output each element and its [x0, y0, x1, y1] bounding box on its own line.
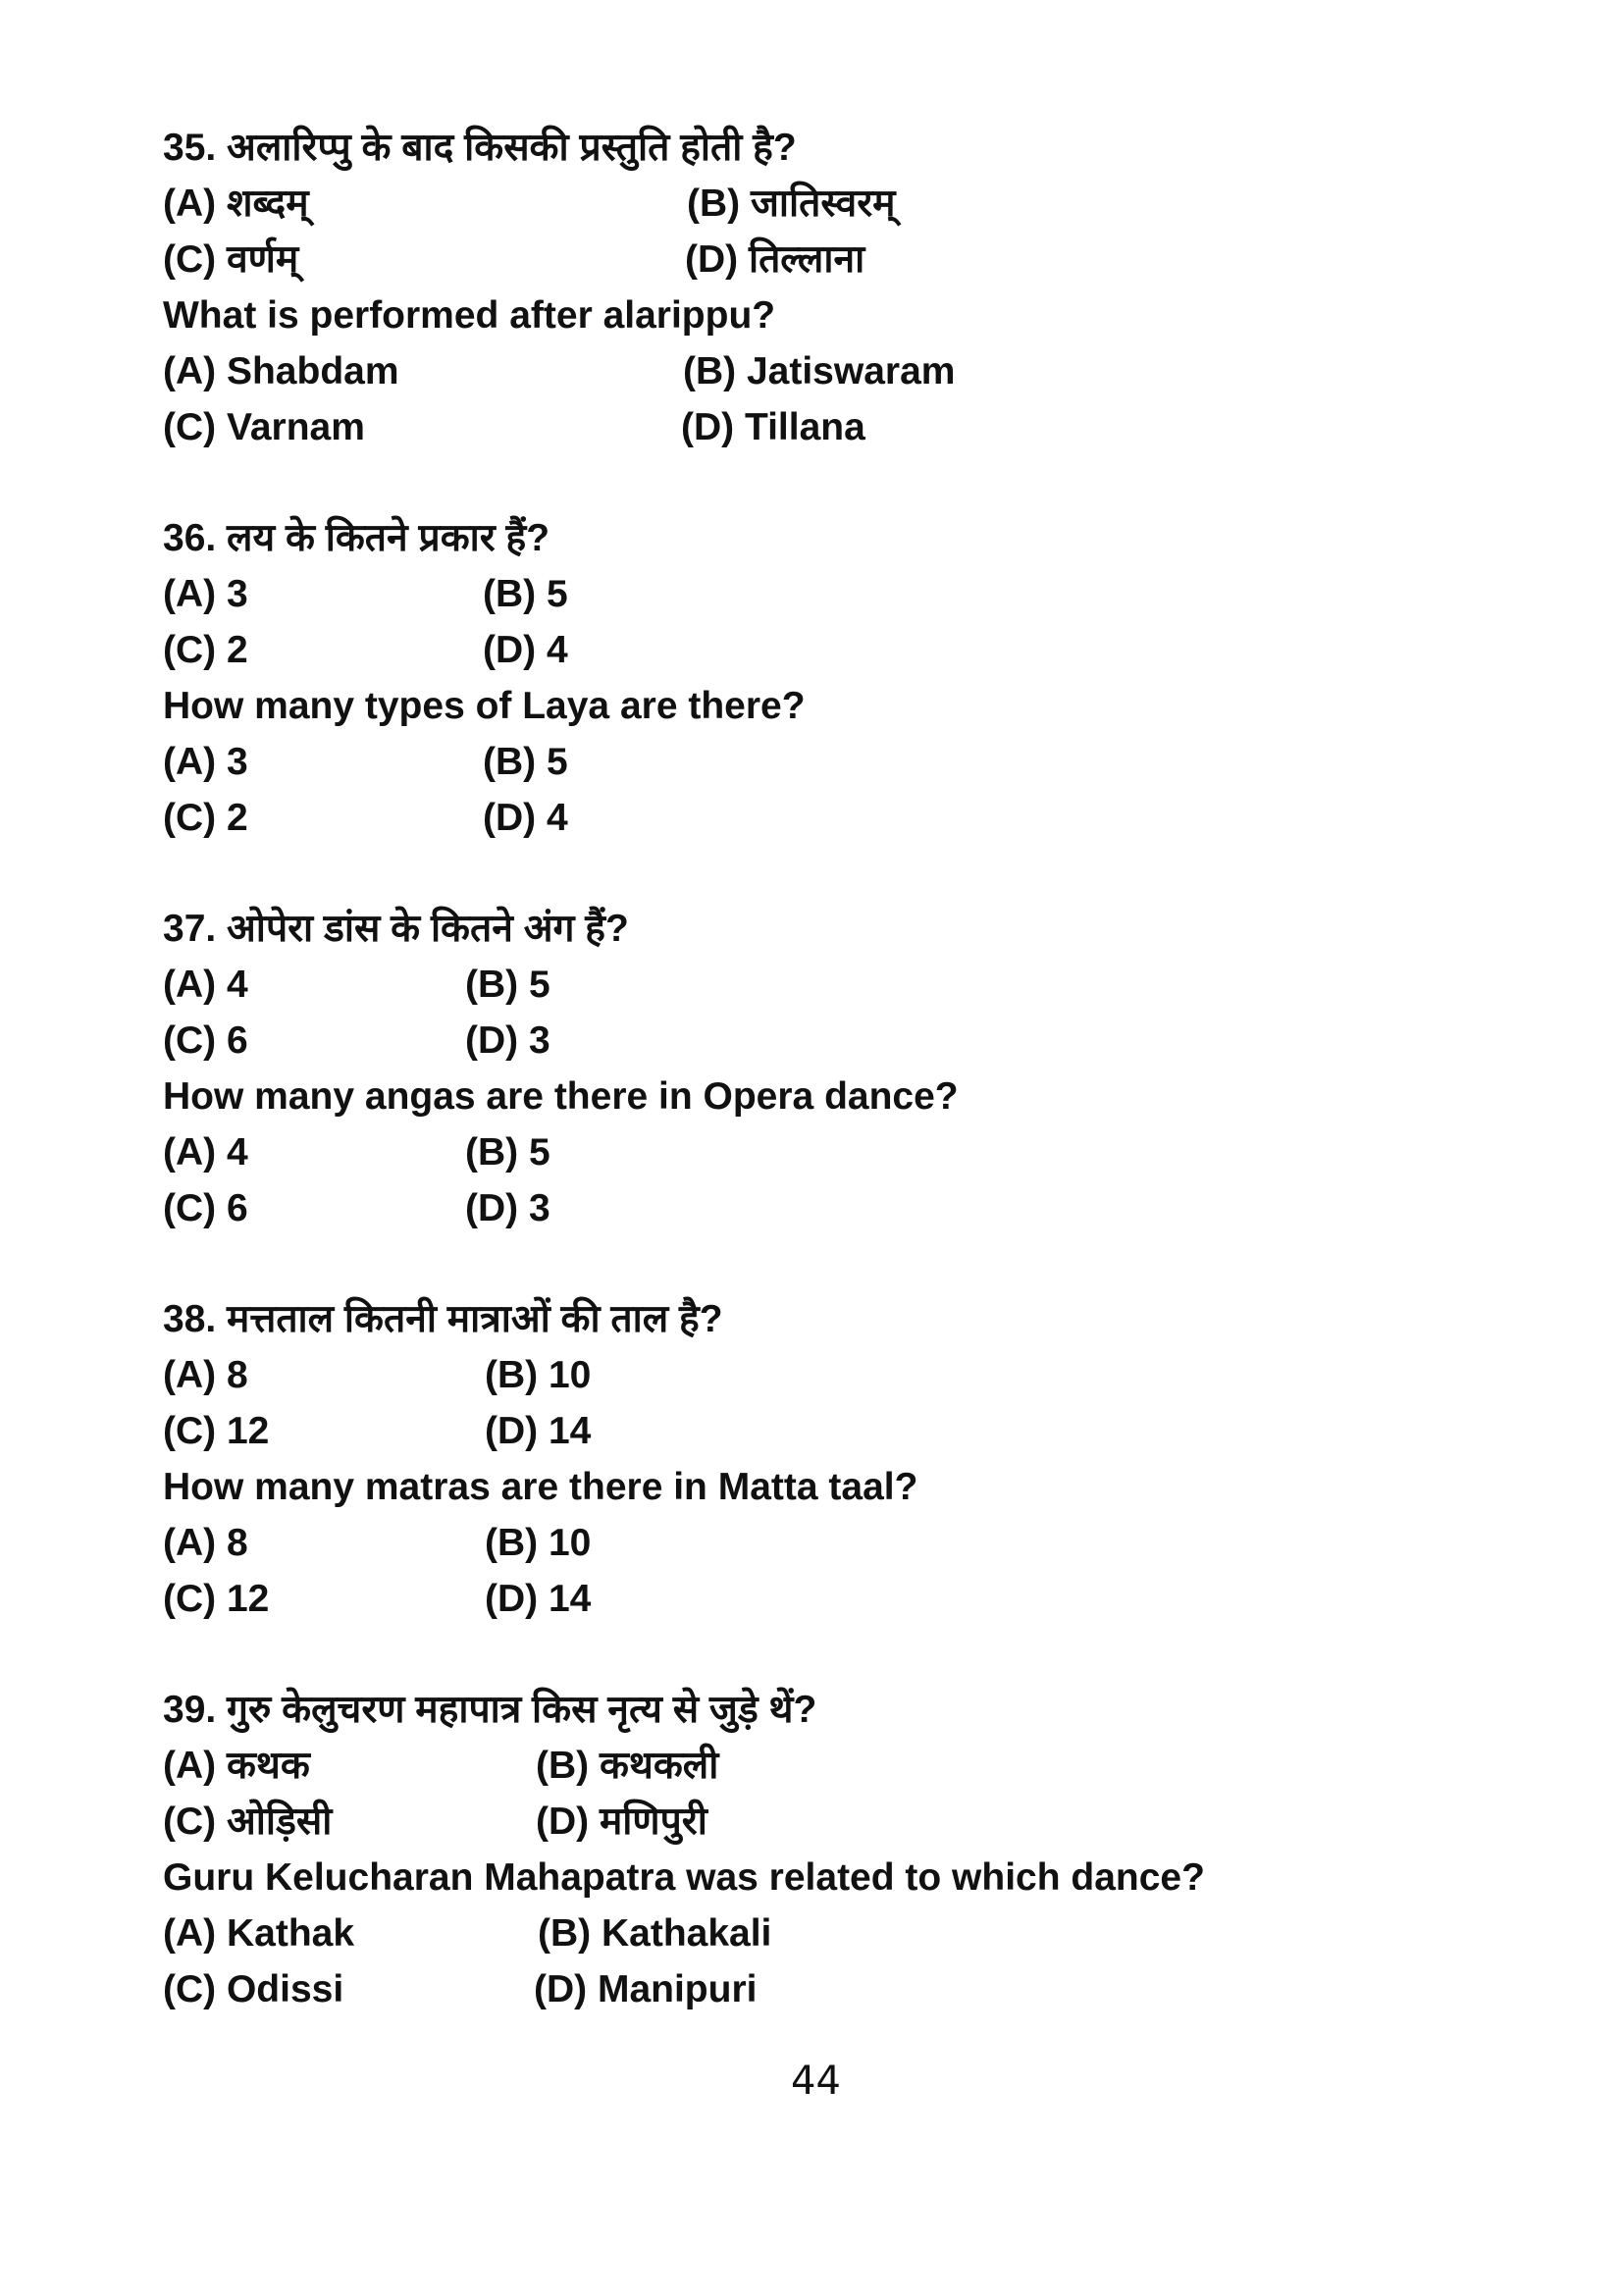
question-38	[163, 1291, 1439, 1627]
option-c-en: (C) Odissi	[163, 1968, 344, 2010]
option-a-en: (A) Kathak	[163, 1912, 355, 1955]
options-row-en-1	[163, 1515, 1439, 1571]
question-english-text	[163, 678, 1439, 734]
options-row-en-2	[163, 1571, 1439, 1627]
question-hindi-text	[163, 510, 1439, 566]
option-a-hi: (A) 3	[163, 573, 248, 615]
question-text-en: How many angas are there in Opera dance?	[163, 1075, 959, 1118]
page-number: 44	[791, 2059, 841, 2104]
option-c-hi: (C) वर्णम्	[163, 238, 299, 281]
option-c-hi: (C) ओड़िसी	[163, 1800, 333, 1843]
question-text-en: What is performed after alarippu?	[163, 294, 776, 337]
options-row-en-1	[163, 1124, 1439, 1180]
option-d-hi: (D) 4	[483, 629, 568, 671]
options-row-hi-1	[163, 176, 1439, 232]
question-hindi-text	[163, 1682, 1439, 1738]
options-row-hi-1	[163, 1738, 1439, 1794]
question-text-hi: 36. लय के कितने प्रकार हैं?	[163, 517, 550, 559]
option-c-hi: (C) 12	[163, 1410, 270, 1452]
option-a-en: (A) Shabdam	[163, 350, 399, 392]
option-b-hi: (B) कथकली	[536, 1745, 719, 1787]
options-row-en-2	[163, 1961, 1439, 2017]
option-d-en: (D) 14	[485, 1578, 592, 1620]
question-text-hi: 35. अलारिप्पु के बाद किसकी प्रस्तुति होती है?	[163, 127, 797, 169]
option-d-hi: (D) मणिपुरी	[536, 1800, 707, 1843]
option-a-en: (A) 4	[163, 1131, 248, 1174]
option-c-en: (C) Varnam	[163, 406, 365, 448]
option-d-en: (D) Tillana	[681, 406, 865, 448]
question-text-hi: 39. गुरु केलुचरण महापात्र किस नृत्य से जुड़े थें?	[163, 1689, 817, 1731]
option-a-hi: (A) कथक	[163, 1745, 310, 1787]
options-row-hi-2	[163, 1403, 1439, 1459]
option-b-en: (B) Kathakali	[538, 1912, 772, 1955]
options-row-en-1	[163, 343, 1439, 399]
question-35	[163, 120, 1439, 455]
question-english-text	[163, 1069, 1439, 1124]
options-row-hi-2	[163, 1013, 1439, 1069]
option-d-en: (D) 3	[465, 1187, 550, 1229]
options-row-en-2	[163, 1180, 1439, 1236]
question-english-text	[163, 287, 1439, 343]
option-a-en: (A) 3	[163, 741, 248, 783]
option-d-en: (D) Manipuri	[534, 1968, 758, 2010]
options-row-hi-2	[163, 1794, 1439, 1850]
question-36	[163, 510, 1439, 846]
option-b-en: (B) 10	[485, 1522, 592, 1564]
options-row-en-2	[163, 790, 1439, 846]
question-text-en: Guru Kelucharan Mahapatra was related to which dance?	[163, 1856, 1205, 1899]
question-hindi-text	[163, 1291, 1439, 1347]
options-row-hi-1	[163, 1347, 1439, 1403]
question-hindi-text	[163, 120, 1439, 176]
option-c-hi: (C) 6	[163, 1019, 248, 1062]
options-row-en-1	[163, 1905, 1439, 1961]
options-row-hi-1	[163, 957, 1439, 1013]
option-d-hi: (D) 14	[485, 1410, 592, 1452]
option-b-hi: (B) जातिस्वरम्	[687, 183, 896, 225]
question-37	[163, 901, 1439, 1236]
option-a-hi: (A) 8	[163, 1354, 248, 1396]
question-hindi-text	[163, 901, 1439, 957]
question-39	[163, 1682, 1439, 2017]
option-c-hi: (C) 2	[163, 629, 248, 671]
option-a-en: (A) 8	[163, 1522, 248, 1564]
option-b-en: (B) 5	[483, 741, 568, 783]
option-b-en: (B) 5	[465, 1131, 550, 1174]
question-english-text	[163, 1850, 1439, 1905]
option-c-en: (C) 6	[163, 1187, 248, 1229]
option-d-en: (D) 4	[483, 797, 568, 839]
option-c-en: (C) 12	[163, 1578, 270, 1620]
option-d-hi: (D) तिल्लाना	[685, 238, 865, 281]
option-b-hi: (B) 5	[483, 573, 568, 615]
option-b-hi: (B) 10	[485, 1354, 592, 1396]
question-text-en: How many types of Laya are there?	[163, 685, 806, 727]
options-row-hi-1	[163, 566, 1439, 622]
options-row-en-2	[163, 399, 1439, 455]
options-row-hi-2	[163, 622, 1439, 678]
option-a-hi: (A) 4	[163, 964, 248, 1006]
options-row-en-1	[163, 734, 1439, 790]
question-text-hi: 37. ओपेरा डांस के कितने अंग हैं?	[163, 908, 629, 950]
option-c-en: (C) 2	[163, 797, 248, 839]
options-row-hi-2	[163, 232, 1439, 287]
question-text-hi: 38. मत्तताल कितनी मात्राओं की ताल है?	[163, 1298, 723, 1340]
option-b-hi: (B) 5	[465, 964, 550, 1006]
option-b-en: (B) Jatiswaram	[683, 350, 956, 392]
question-english-text	[163, 1459, 1439, 1515]
option-a-hi: (A) शब्दम्	[163, 183, 309, 225]
question-text-en: How many matras are there in Matta taal?	[163, 1466, 918, 1508]
option-d-hi: (D) 3	[465, 1019, 550, 1062]
